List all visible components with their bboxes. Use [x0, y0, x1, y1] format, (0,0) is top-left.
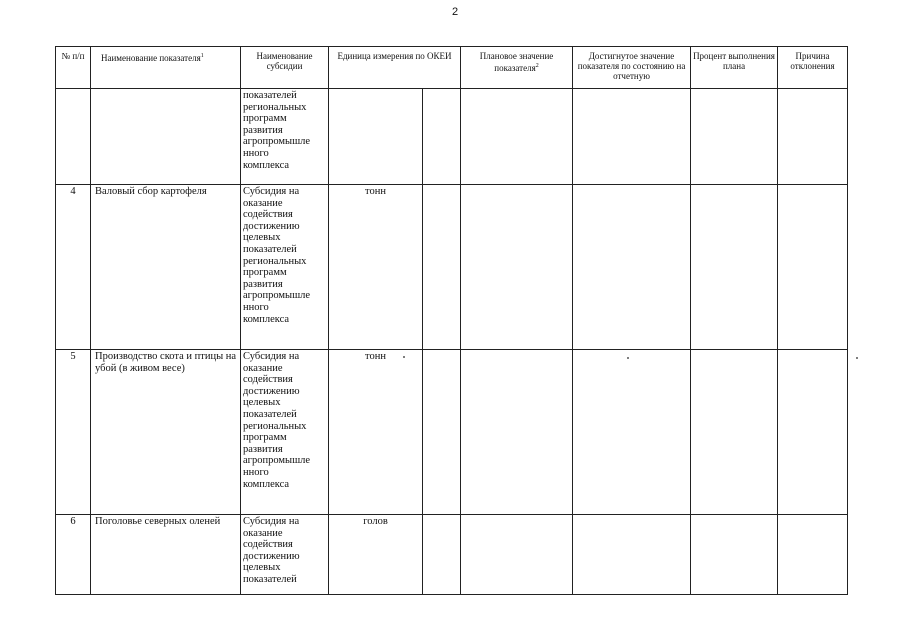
header-reason: Причина отклонения	[778, 47, 848, 89]
header-subsidy: Наименование субсидии	[241, 47, 329, 89]
row-reason	[778, 515, 848, 595]
row-plan	[461, 185, 573, 350]
row-reason	[778, 89, 848, 185]
header-achieved: Достигнутое значение показателя по состоянию на отчетную	[573, 47, 691, 89]
row-unit-extra	[423, 515, 461, 595]
row-plan	[461, 515, 573, 595]
row-indicator: Производство скота и птицы на убой (в живом весе)	[91, 350, 241, 515]
row-indicator: Валовый сбор картофеля	[91, 185, 241, 350]
header-unit: Единица измерения по ОКЕИ	[329, 47, 461, 89]
row-unit: голов	[329, 515, 423, 595]
indicators-table	[55, 46, 848, 595]
row-subsidy: Субсидия на оказание содействия достижению целевых показателей региональных программ развития агропромышле нного комплекса	[241, 185, 329, 350]
row-unit	[329, 89, 423, 185]
row-subsidy: показателей региональных программ развития агропромышле нного комплекса	[241, 89, 329, 185]
row-unit: тонн	[329, 350, 423, 515]
scan-speck	[856, 357, 858, 359]
page-number: 2	[451, 6, 459, 18]
table-row	[56, 185, 848, 350]
row-achieved	[573, 515, 691, 595]
header-num: № п/п	[56, 47, 91, 89]
header-indicator-footnote: 1	[200, 53, 204, 59]
row-percent	[691, 185, 778, 350]
table-row	[56, 515, 848, 595]
row-reason	[778, 350, 848, 515]
row-indicator: Поголовье северных оленей	[91, 515, 241, 595]
row-plan	[461, 350, 573, 515]
row-unit-extra	[423, 350, 461, 515]
row-num: 5	[56, 350, 91, 515]
scan-speck	[403, 356, 405, 358]
row-percent	[691, 515, 778, 595]
row-num: 4	[56, 185, 91, 350]
row-reason	[778, 185, 848, 350]
scan-speck	[627, 357, 629, 359]
row-unit-extra	[423, 89, 461, 185]
row-achieved	[573, 185, 691, 350]
row-plan	[461, 89, 573, 185]
header-indicator	[91, 47, 241, 89]
row-unit: тонн	[329, 185, 423, 350]
row-achieved	[573, 350, 691, 515]
table-row	[56, 350, 848, 515]
row-num: 6	[56, 515, 91, 595]
table-row	[56, 89, 848, 185]
row-unit-extra	[423, 185, 461, 350]
header-plan	[461, 47, 573, 89]
row-num	[56, 89, 91, 185]
header-plan-footnote: 2	[535, 63, 539, 69]
row-indicator	[91, 89, 241, 185]
row-percent	[691, 350, 778, 515]
row-percent	[691, 89, 778, 185]
header-percent: Процент выполнения плана	[691, 47, 778, 89]
header-plan-text: Плановое значение показателя	[479, 51, 554, 73]
row-subsidy: Субсидия на оказание содействия достижению целевых показателей региональных программ развития агропромышле нного комплекса	[241, 350, 329, 515]
header-indicator-text: Наименование показателя	[101, 53, 201, 63]
row-achieved	[573, 89, 691, 185]
row-subsidy: Субсидия на оказание содействия достижению целевых показателей	[241, 515, 329, 595]
header-row	[56, 47, 848, 89]
